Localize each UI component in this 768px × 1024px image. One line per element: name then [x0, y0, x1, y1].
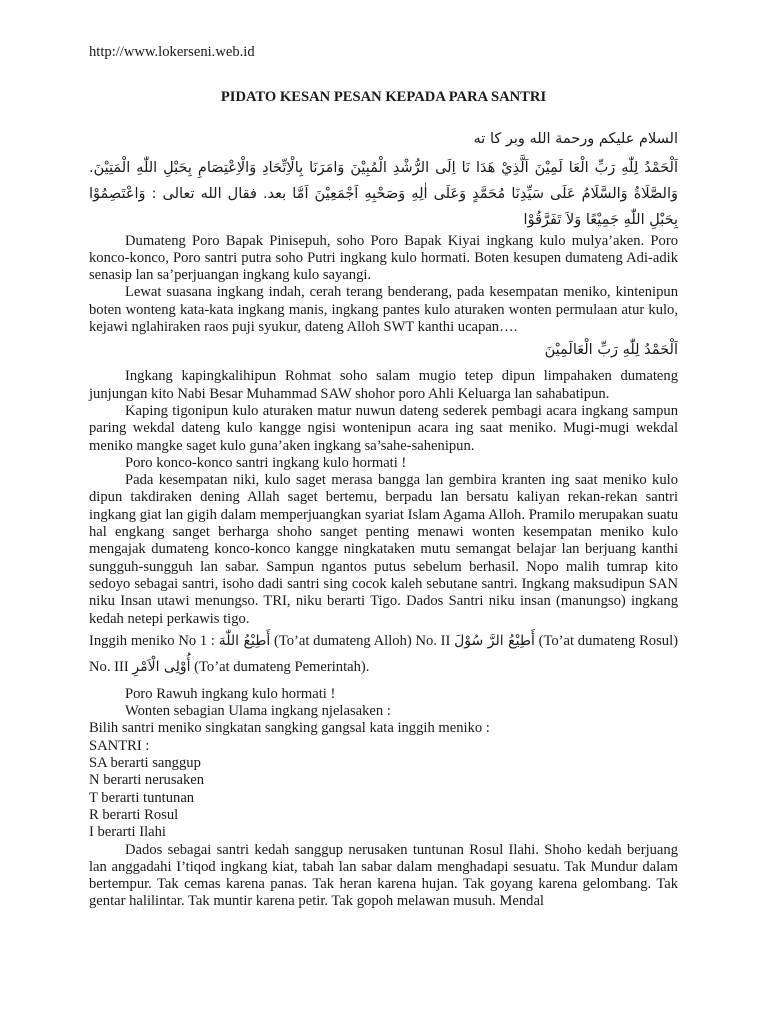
paragraph-inggih-meniko [89, 628, 678, 680]
paragraph-dados-santri: Dados sebagai santri kedah sanggup nerusaken tuntunan Rosul Ilahi. Shoho kedah berjuang lan anggadahi I’tiqod ingkang kiat, tabah lan sabar dalam menghadapi sesuatu. Tak Mundur dalam bertempur. Tak cemas karena panas. Tak heran karena hujan. Tak goyang karena gelombang. Tak gentar halilintar. Tak muntir karena petir. Tak gopoh melawan musuh. Mendal [89, 841, 678, 910]
inggih-text-3: (To’at dumateng Pemerintah). [190, 658, 370, 675]
arabic-athiullah: أَطِيْعُ اللّٰهَ [218, 632, 271, 649]
paragraph-kesempatan: Pada kesempatan niki, kulo saget merasa bangga lan gembira kranten ing saat meniko kulo dipun takdiraken dening Allah saget bertemu, berpadu lan bersatu kaliyan rekan-rekan santri ingkang giat lan gigih dalam memperjuangkan syariat Islam Agama Alloh. Pramilo merupakan suatu hal engkang sanget berharga shoho sanget penting menawi wonten kesempatan meniko kulo mengajak dumateng konco-konco kangge ningkataken mutu semangat belajar lan berjuang kanthi sungguh-sungguh lan sabar. Sampun ngantos putus sebelum berhasil. Nopo malih tumrap kito sedoyo sebagai santri, isoho dadi santri sing cocok kaleh sebutane santri. Ingkang maksudipun SAN niku Insan utawi menungso. TRI, niku berarti Tigo. Dados Santri niku insan (manungso) ingkang kedah netepi perkawis tigo. [89, 472, 678, 627]
paragraph-greeting-santri: Poro konco-konco santri ingkang kulo hormati ! [125, 454, 407, 471]
list-heading: SANTRI : [89, 737, 150, 754]
list-item: T berarti tuntunan [89, 789, 195, 806]
list-item: I berarti Ilahi [89, 824, 166, 841]
inggih-text-1: (To’at dumateng Alloh) No. II [270, 632, 455, 649]
paragraph-ulama: Wonten sebagian Ulama ingkang njelasaken : [125, 703, 391, 720]
inggih-text-2: (To’at dumateng Rosul) No. III [89, 632, 678, 675]
document-title: PIDATO KESAN PESAN KEPADA PARA SANTRI [220, 89, 547, 106]
paragraph-matur-nuwun: Kaping tigonipun kulo aturaken matur nuwun dateng sederek pembagi acara ingkang sampun paring wekdal dateng kulo kangge ngisi wontenipun acara ing saat meniko. Mugi-mugi wekdal meniko mangke saget kulo guna’aken ingkang sa’sahe-sahenipun. [89, 402, 678, 454]
arabic-athiurrasul: أَطِيْعُ الرَّ سُوْلَ [454, 632, 535, 649]
paragraph-singkatan: Bilih santri meniko singkatan sangking gangsal kata inggih meniko : [89, 720, 490, 737]
paragraph-opening: Dumateng Poro Bapak Pinisepuh, soho Poro Bapak Kiyai ingkang kulo mulya’aken. Poro konco-konco, Poro santri putra soho Putri ingkang kulo hormati. Boten kesupen dumateng Adi-adik senasip lan sa’perjuangan ingkang kulo sayangi. [89, 232, 678, 284]
list-item: SA berarti sanggup [89, 755, 201, 772]
inggih-lead: Inggih meniko No 1 : [89, 632, 219, 649]
arabic-salam: السلام عليكم ورحمة الله وبر كا ته [473, 130, 678, 147]
list-item: N berarti nerusaken [89, 772, 205, 789]
header-url[interactable]: http://www.lokerseni.web.id [89, 44, 255, 60]
paragraph-rohmat: Ingkang kapingkalihipun Rohmat soho salam mugio tetep dipun limpahaken dumateng junjungan kito Nabi Besar Muhammad SAW shohor poro Ahli Keluarga lan sahabatipun. [89, 368, 678, 402]
arabic-alhamdulillah: اَلْحَمْدُ لِلّٰهِ رَبِّ الْعَالَمِيْنَ [544, 342, 678, 359]
list-item: R berarti Rosul [89, 806, 179, 823]
paragraph-suasana: Lewat suasana ingkang indah, cerah terang benderang, pada kesempatan meniko, kintenipun boten wonteng kata-kata ingkang manis, ingkang pantes kulo aturaken wonten permulaan atur kulo, kejawi nglahiraken raos puji syukur, dateng Alloh SWT kanthi ucapan…. [89, 284, 678, 336]
arabic-hamdalah: اَلْحَمْدُ لِلّٰهِ رَبِّ الْعَا لَمِيْنَ اَلَّذِيْ هَدَا نَا اِلَى الرُّشْدِ الْمُبِيْنَ وَامَرَنَا بِالْاِتِّحَادِ وَالْاِعْتِصَامِ بِحَبْلِ اللّٰهِ الْمَتِيْنَ. وَالصَّلَاةُ وَالسَّلَامُ عَلَى سَيِّدِنَا مُحَمَّدٍ وَعَلَى اٰلِهِ وَصَحْبِهِ اَجْمَعِيْنَ اَمَّا بعد. فقال الله تعالى : وَاعْتَصِمُوْا بِحَبْلِ اللّٰهِ جَمِيْعًا وَلاَ تَفَرَّقُوْا [89, 159, 678, 228]
arabic-ulil-amri: أُوْلِى الْاَمْرِ [132, 658, 191, 675]
paragraph-poro-rawuh: Poro Rawuh ingkang kulo hormati ! [125, 685, 336, 702]
